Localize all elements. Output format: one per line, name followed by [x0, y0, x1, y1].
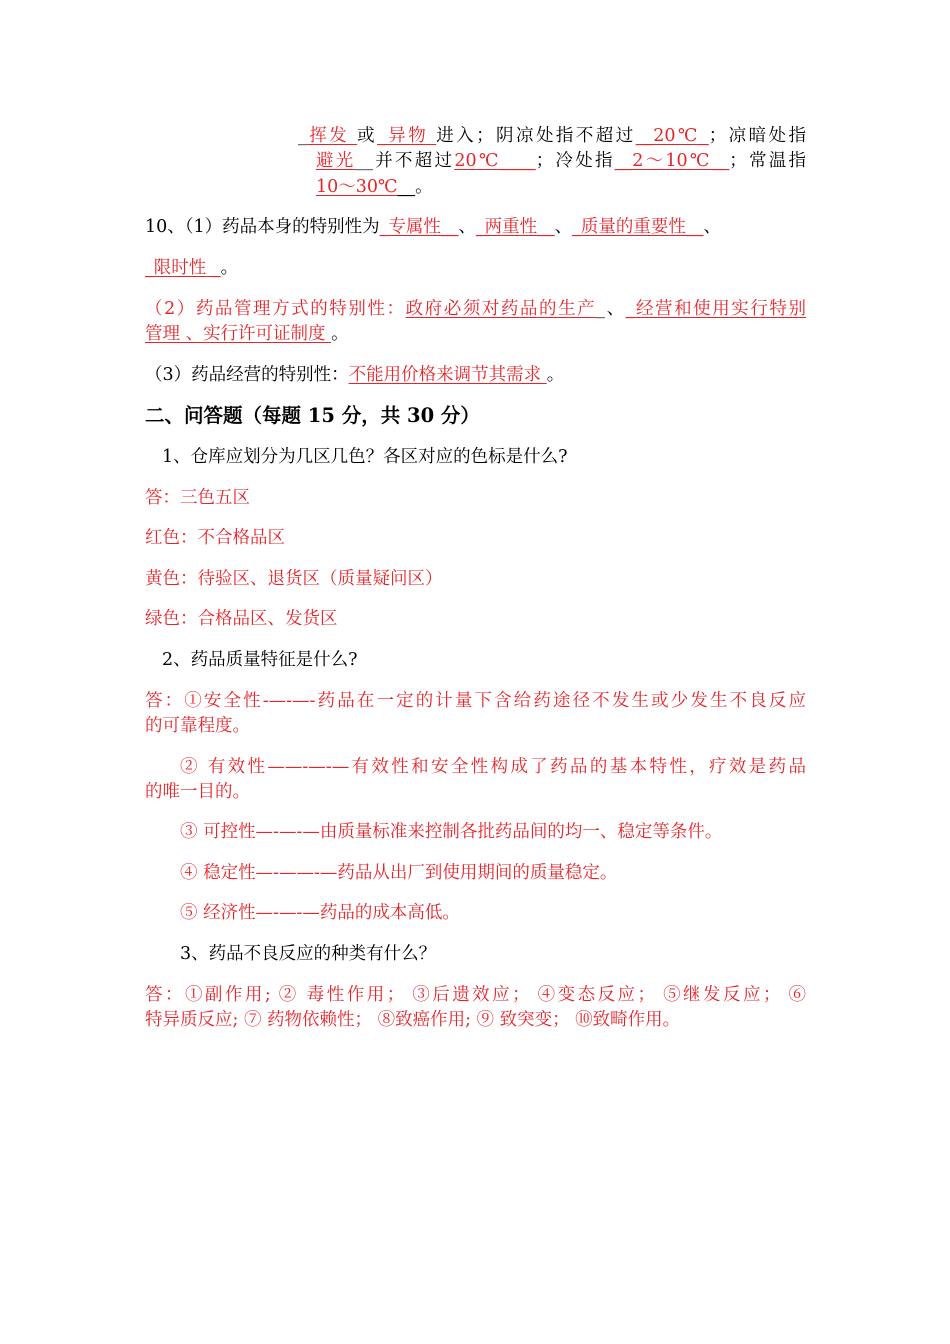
q9-answer-foreign-matter: _异物 — [377, 126, 437, 146]
q9-answer-cool-temp: __20℃_ — [635, 126, 709, 146]
qa1-answer-2: 红色：不合格品区 — [145, 528, 285, 548]
q9-l3-period: 。 — [415, 177, 433, 197]
q9-answer-room-temp: 10～30℃ — [316, 177, 398, 197]
section-heading-qa: 二、问答题（每题 15 分，共 30 分） — [145, 404, 480, 427]
q9-line-2 — [316, 149, 806, 174]
qa2-question: 2、药品质量特征是什么? — [162, 650, 358, 670]
qa2-answer-3: ③ 可控性—-—-—由质量标准来控制各批药品间的均一、稳定等条件。 — [180, 822, 723, 842]
q9-l1-text-4: ；凉暗处指 — [708, 126, 807, 146]
qa2-answer-1-line-1: 答：①安全性-—-—-药品在一定的计量下含给药途径不发生或少发生不良反应 — [145, 691, 806, 711]
q10-answer-quality-importance: _质量的重要性__ — [572, 217, 704, 237]
q9-l1-text: _ — [298, 126, 307, 146]
qa3-answer-line-1: 答：①副作用; ② 毒性作用； ③后遗效应； ④变态反应； ⑤继发反应； ⑥ — [145, 985, 806, 1005]
q9-line-3 — [316, 175, 433, 200]
q10-l3-sep: _、 — [596, 299, 626, 319]
qa1-answer-1: 答：三色五区 — [145, 488, 250, 508]
q10-l5-period: 。 — [546, 365, 565, 385]
q10-l2-period: 。 — [220, 258, 239, 278]
q9-l2-text-3: ；常温指 — [729, 151, 807, 171]
q10-answer-duality: _两重性__ — [475, 217, 555, 237]
qa2-answer-5: ⑤ 经济性—-—-—药品的成本高低。 — [180, 903, 460, 923]
q9-line-1 — [298, 124, 806, 149]
q9-l3-blank: __ — [397, 177, 416, 197]
q10-line-5 — [145, 363, 564, 388]
q10-l4-period: 。 — [331, 324, 349, 344]
q10-answer-special-mgmt: _经营和使用实行特别 — [625, 299, 807, 319]
q10-line-2 — [145, 256, 238, 281]
qa3-question: 3、药品不良反应的种类有什么？ — [180, 944, 437, 964]
q9-answer-dark-temp: 20℃____ — [454, 151, 536, 171]
q10-answer-gov-control: 政府必须对药品的生产 — [405, 299, 597, 319]
q10-l1-text: 10、（1）药品本身的特别性为 — [145, 217, 380, 237]
q10-sub2-label: （2）药品管理方式的特别性： — [145, 299, 406, 319]
qa2-answer-4: ④ 稳定性—-——-—药品从出厂到使用期间的质量稳定。 — [180, 863, 618, 883]
q10-line-4 — [145, 322, 349, 347]
qa1-question: 1、仓库应划分为几区几色？各区对应的色标是什么? — [162, 447, 568, 467]
qa2-answer-1-line-2: 的可靠程度。 — [145, 716, 250, 736]
q9-l1-text-2: 或 — [357, 126, 378, 146]
qa1-answer-4: 绿色：合格品区、发货区 — [145, 609, 338, 629]
q10-l1-sep-2: 、 — [554, 217, 573, 237]
q9-answer-volatile: 挥发 — [306, 126, 358, 146]
q10-sub3-label: （3）药品经营的特别性： — [145, 365, 349, 385]
q9-answer-cold-temp: __2～10℃__ — [614, 151, 730, 171]
q10-line-1 — [145, 215, 721, 240]
q10-l1-sep: 、 — [458, 217, 476, 237]
q9-l2-text-2: ；冷处指 — [535, 151, 615, 171]
qa3-answer-line-2: 特异质反应; ⑦ 药物依赖性； ⑧致癌作用; ⑨ 致突变； ⑩致畸作用。 — [145, 1010, 681, 1030]
q10-answer-time-limited: _限时性 _ — [145, 258, 221, 278]
qa2-answer-2-line-2: 的唯一目的。 — [145, 782, 250, 802]
qa1-answer-3: 黄色：待验区、退货区（质量疑问区） — [145, 569, 443, 589]
q9-answer-dark: 避光 — [316, 151, 356, 171]
qa2-answer-2-line-1: ② 有效性——-—-—有效性和安全性构成了药品的基本特性，疗效是药品 — [180, 757, 806, 777]
q9-l2-text: __并不超过 — [355, 151, 455, 171]
q9-l1-text-3: 进入；阴凉处指不超过 — [436, 126, 636, 146]
q10-answer-license-system: 管理 、实行许可证制度 — [145, 324, 332, 344]
q10-answer-price-demand: 不能用价格来调节其需求 — [348, 365, 547, 385]
q10-l1-sep-3: 、 — [703, 217, 721, 237]
q10-answer-specificity: _专属性__ — [379, 217, 459, 237]
q10-line-3 — [145, 297, 806, 322]
